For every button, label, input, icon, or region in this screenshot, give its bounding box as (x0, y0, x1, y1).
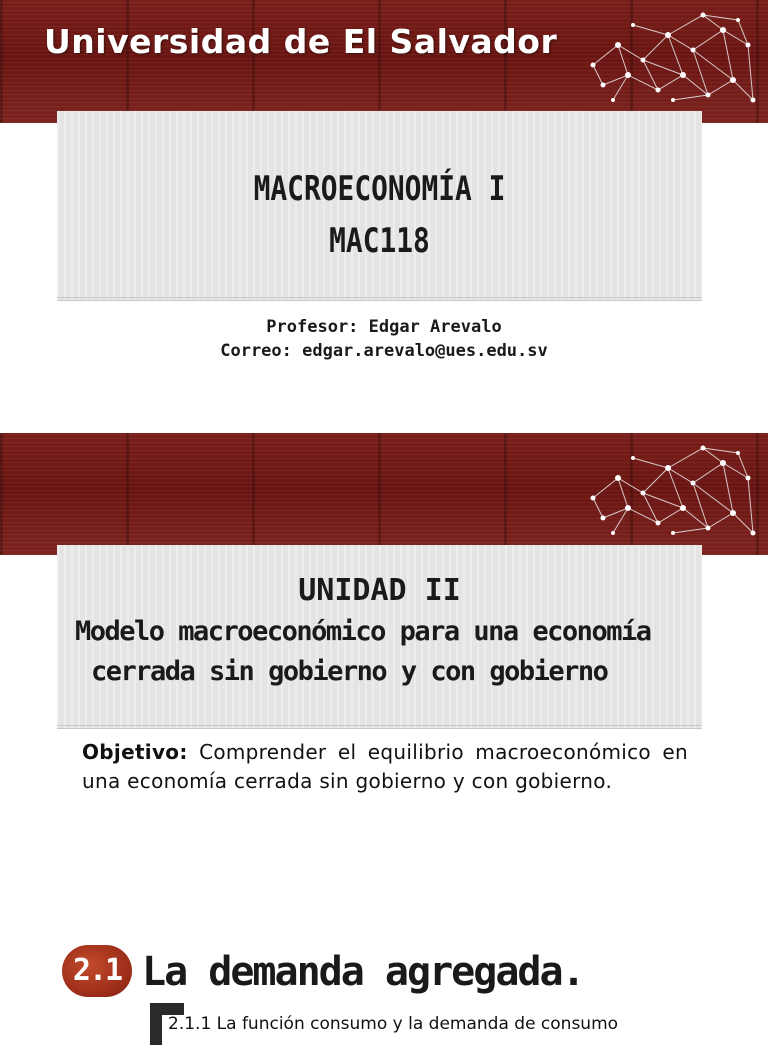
objective-text: Comprender el equilibrio macroeconómico en una economía cerrada sin gobierno y con gobierno. (82, 740, 688, 793)
unit-subtitle (75, 612, 685, 692)
course-code: MAC118 (329, 221, 430, 261)
professor-email: Correo: edgar.arevalo@ues.edu.sv (220, 341, 548, 361)
subsection-title: 2.1.1 La función consumo y la demanda de consumo (168, 1014, 619, 1034)
unit-banner (0, 433, 768, 555)
professor-name: Profesor: Edgar Arevalo (266, 317, 502, 337)
network-graphic-icon (573, 5, 758, 115)
unit-subtitle-line1: Modelo macroeconómico para una economía (75, 616, 651, 647)
university-title: Universidad de El Salvador (44, 22, 558, 61)
course-name: MACROECONOMÍA I (253, 169, 506, 209)
course-title-box (57, 111, 702, 301)
unit-subtitle-line2: cerrada sin gobierno y con gobierno (91, 656, 608, 687)
section-number-badge: 2.1 (62, 945, 132, 997)
unit-title: UNIDAD II (298, 573, 461, 608)
objective-paragraph (82, 738, 688, 796)
unit-title-box (57, 545, 702, 729)
course-title (115, 163, 644, 267)
network-graphic-icon (573, 438, 758, 548)
header-banner (0, 0, 768, 123)
section-title: La demanda agregada. (142, 949, 584, 995)
objective-label: Objetivo: (82, 740, 188, 764)
